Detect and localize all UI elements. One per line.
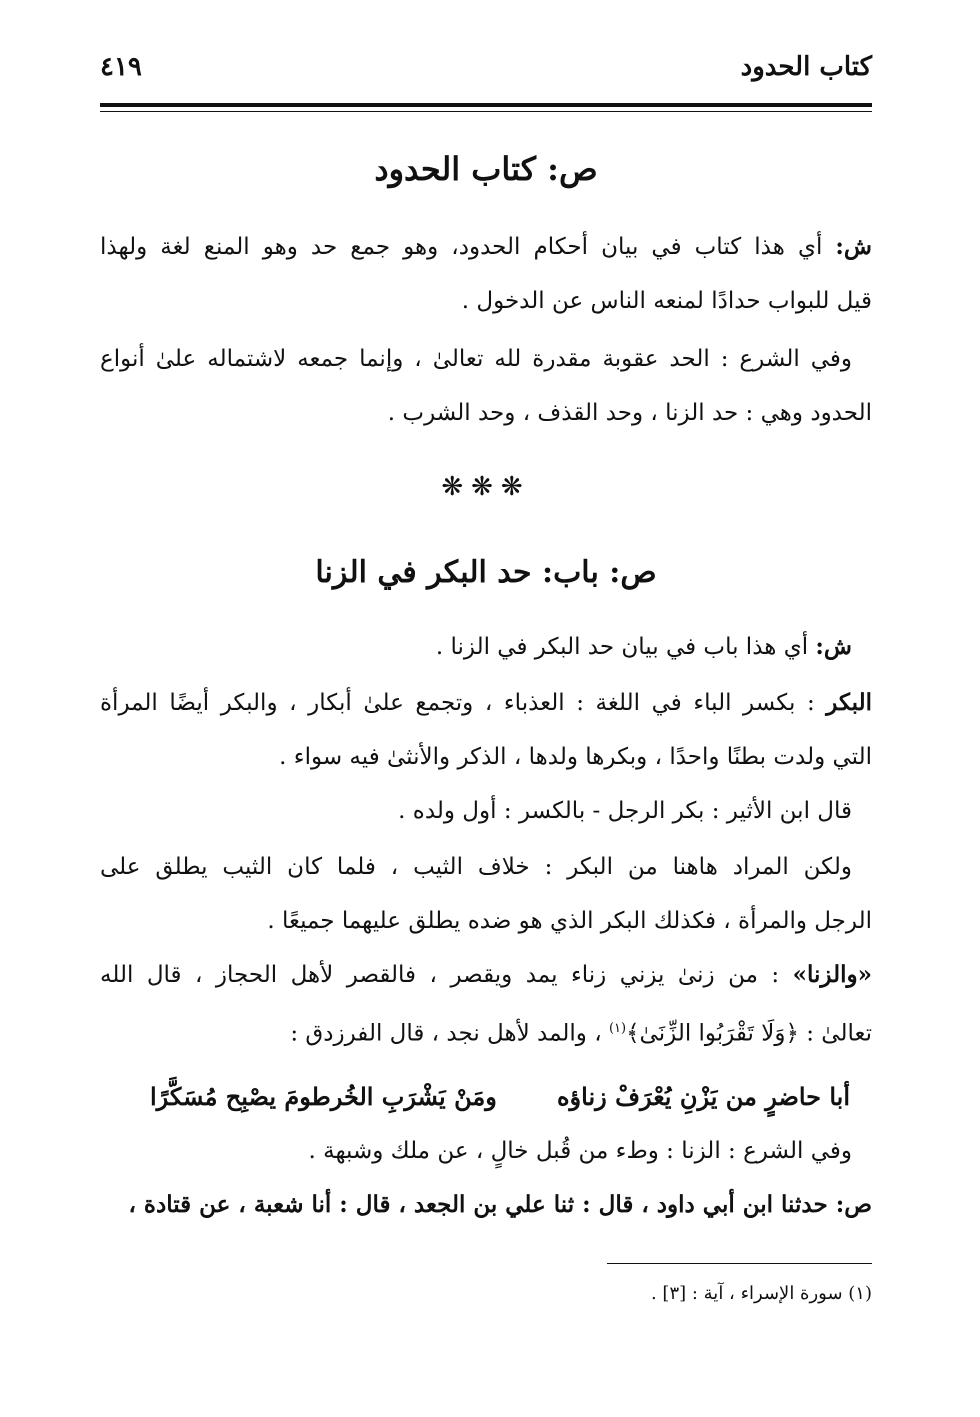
paragraph-text: أي هذا كتاب في بيان أحكام الحدود، وهو جمع حد وهو المنع لغة ولهذا: [100, 234, 823, 260]
poetry-verse: [150, 1082, 850, 1111]
header-rule-thick: [100, 103, 872, 107]
paragraph-lead: البكر: [826, 689, 873, 716]
section-heading-hudud: ص: كتاب الحدود: [374, 150, 598, 188]
paragraph-text: : من زنىٰ يزني زناء يمد ويقصر ، فالقصر لأهل الحجاز ، قال الله: [100, 962, 780, 988]
paragraph-line: التي ولدت بطنًا واحدًا ، وبكرها ولدها ، الذكر والأنثىٰ فيه سواء .: [279, 744, 872, 770]
paragraph-line: ص: حدثنا ابن أبي داود ، قال : ثنا علي بن الجعد ، قال : أنا شعبة ، عن قتادة ،: [128, 1191, 872, 1218]
verse-hemistich-second: ومَنْ يَشْرَبِ الخُرطومَ يصْبِح مُسَكَّرًا: [150, 1082, 497, 1111]
paragraph-line: وفي الشرع : الحد عقوبة مقدرة لله تعالىٰ ، وإنما جمعه لاشتماله علىٰ أنواع: [100, 346, 852, 372]
paragraph-line: الحدود وهي : حد الزنا ، وحد القذف ، وحد الشرب .: [387, 400, 872, 426]
paragraph-line: [100, 632, 852, 662]
running-title: كتاب الحدود: [740, 52, 872, 82]
paragraph-text: أي هذا باب في بيان حد البكر في الزنا .: [435, 634, 809, 660]
page-number: ٤١٩: [100, 52, 142, 82]
header-rule-thin: [100, 111, 872, 112]
footnote-rule: [607, 1263, 872, 1264]
paragraph-line: [100, 1014, 872, 1049]
paragraph-lead: ش:: [835, 233, 872, 260]
footnote-marker: (١): [608, 1021, 627, 1036]
paragraph-line: وفي الشرع : الزنا : وطء من قُبل خالٍ ، عن ملك وشبهة .: [308, 1138, 852, 1164]
paragraph-lead: ش:: [815, 633, 852, 660]
section-separator-stars: ❋❋❋: [441, 472, 531, 502]
paragraph-line: قيل للبواب حدادًا لمنعه الناس عن الدخول .: [461, 288, 872, 314]
quran-verse-text: تعالىٰ : ﴿وَلَا تَقْرَبُوا الزِّنَىٰ﴾: [626, 1020, 872, 1047]
paragraph-text: ، والمد لأهل نجد ، قال الفرزدق :: [290, 1020, 602, 1047]
paragraph-line: [100, 688, 872, 718]
paragraph-line: ولكن المراد هاهنا من البكر : خلاف الثيب ، فلما كان الثيب يطلق على: [100, 854, 852, 880]
paragraph-line: قال ابن الأثير : بكر الرجل - بالكسر : أول ولده .: [398, 798, 852, 824]
paragraph-line: [100, 232, 872, 262]
footnote-text: (١) سورة الإسراء ، آية : [٣] .: [650, 1283, 872, 1304]
paragraph-lead: «والزنا»: [792, 961, 872, 988]
paragraph-line: الرجل والمرأة ، فكذلك البكر الذي هو ضده يطلق عليهما جميعًا .: [267, 908, 872, 934]
verse-hemistich-first: أبا حاضرٍ من يَزْنِ يُعْرَفْ زناؤه: [556, 1082, 850, 1111]
paragraph-text: : بكسر الباء في اللغة : العذباء ، وتجمع علىٰ أبكار ، والبكر أيضًا المرأة: [100, 690, 815, 716]
paragraph-line: [100, 960, 872, 990]
section-heading-bikr: ص: باب: حد البكر في الزنا: [315, 555, 657, 590]
